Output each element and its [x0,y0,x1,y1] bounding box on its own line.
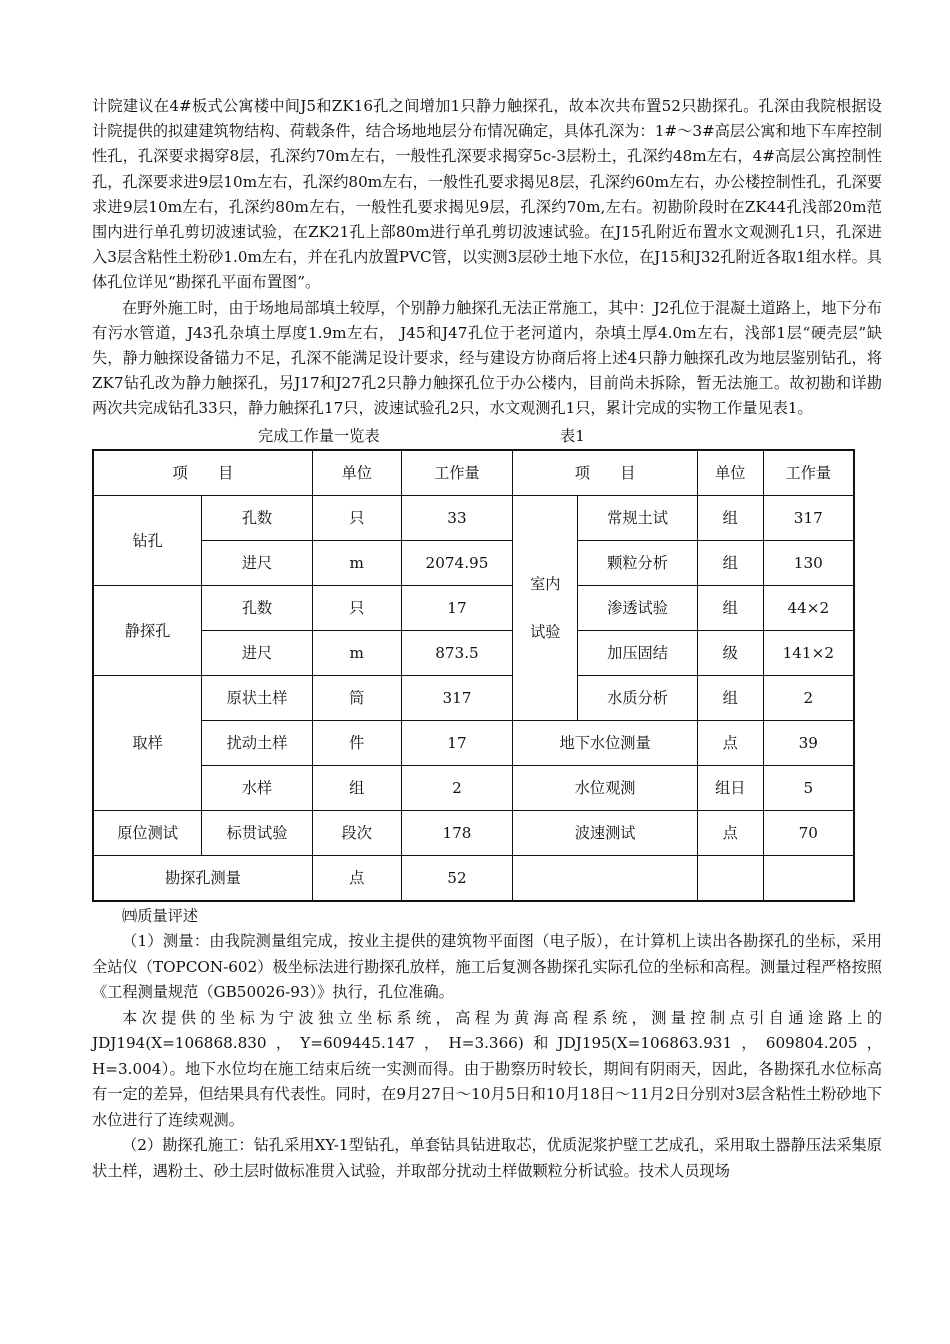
cell: 17 [401,585,513,630]
cell: 颗粒分析 [578,540,698,585]
cell: 标贯试验 [202,810,313,855]
header-unit-2: 单位 [697,450,763,496]
table-row [93,585,854,630]
group-in-situ: 原位测试 [93,810,202,855]
cell: 130 [763,540,854,585]
cell: 水样 [202,765,313,810]
cell: 141×2 [763,630,854,675]
document-page [92,94,882,1184]
cell: 70 [763,810,854,855]
group-cpt: 静探孔 [93,585,202,675]
table-row [93,765,854,810]
cell: 扰动土样 [202,720,313,765]
cell: m [312,630,401,675]
table-row [93,855,854,901]
table-row [93,630,854,675]
cell: 组 [697,585,763,630]
table-row [93,810,854,855]
cell: 点 [697,810,763,855]
cell: 5 [763,765,854,810]
cell: 178 [401,810,513,855]
cell: 地下水位测量 [513,720,697,765]
cell: 波速测试 [513,810,697,855]
cell: 44×2 [763,585,854,630]
cell: 组 [312,765,401,810]
cell: 进尺 [202,630,313,675]
cell: 进尺 [202,540,313,585]
cell: 段次 [312,810,401,855]
group-drilling: 钻孔 [93,495,202,585]
cell: 常规土试 [578,495,698,540]
cell [513,855,697,901]
cell: 只 [312,585,401,630]
table-row [93,495,854,540]
cell: 2 [401,765,513,810]
header-item-2: 项 目 [513,450,697,496]
cell: 17 [401,720,513,765]
intro-paragraph-1: 计院建议在4#板式公寓楼中间J5和ZK16孔之间增加1只静力触探孔，故本次共布置52只勘探孔。孔深由我院根据设计院提供的拟建建筑物结构、荷载条件，结合场地地层分布情况确定，具体孔深为：1#～3#高层公寓和地下车库控制性孔，孔深要求揭穿8层，孔深约70m左右，一般性孔深要求揭穿5c-3层粉土，孔深约48m左右，4#高层公寓控制性孔，孔深要求进9层10m左右，孔深约80m左右，一般性孔要求揭见8层，孔深约60m左右，办公楼控制性孔，孔深要求进9层10m左右，孔深约80m左右，一般性孔要求揭见9层，孔深约70m,左右。初勘阶段时在ZK44孔浅部20m范围内进行单孔剪切波速试验，在ZK21孔上部80m进行单孔剪切波速试验。在J15孔附近布置水文观测孔1只，孔深进入3层含粘性土粉砂1.0m左右，并在孔内放置PVC管，以实测3层砂土地下水位，在J15和J32孔附近各取1组水样。具体孔位详见“勘探孔平面布置图”。 [92,97,882,292]
cell: 点 [697,720,763,765]
cell: 2 [763,675,854,720]
cell: 317 [763,495,854,540]
cell: 级 [697,630,763,675]
cell: 组 [697,540,763,585]
group-lab-test [513,495,578,720]
cell: 孔数 [202,495,313,540]
group-sampling: 取样 [93,675,202,810]
cell: 873.5 [401,630,513,675]
cell: 筒 [312,675,401,720]
table-header-row [93,450,854,496]
cell: 水质分析 [578,675,698,720]
cell: 原状土样 [202,675,313,720]
cell: m [312,540,401,585]
cell: 52 [401,855,513,901]
table-row [93,720,854,765]
cell [697,855,763,901]
table-number: 表1 [560,426,585,445]
header-unit: 单位 [312,450,401,496]
cell: 317 [401,675,513,720]
group-survey: 勘探孔测量 [93,855,312,901]
table-caption: 完成工作量一览表 [258,426,380,445]
cell: 组 [697,675,763,720]
cell: 只 [312,495,401,540]
cell: 加压固结 [578,630,698,675]
table-row [93,540,854,585]
cell: 渗透试验 [578,585,698,630]
cell: 39 [763,720,854,765]
cell [763,855,854,901]
group-lab-test-line2: 试验 [530,622,561,641]
header-amount: 工作量 [401,450,513,496]
cell: 孔数 [202,585,313,630]
workload-table [92,449,855,902]
cell: 组 [697,495,763,540]
quality-section [92,904,882,1185]
header-item: 项 目 [93,450,312,496]
cell: 点 [312,855,401,901]
header-amount-2: 工作量 [763,450,854,496]
quality-paragraph-1: （1）测量：由我院测量组完成，按业主提供的建筑物平面图（电子版），在计算机上读出各勘探孔的坐标，采用全站仪（TOPCON-602）极坐标法进行勘探孔放样，施工后复测各勘探孔实际孔位的坐标和高程。测量过程严格按照《工程测量规范（GB50026-93）》执行，孔位准确。 [92,932,882,1002]
table-row [93,675,854,720]
cell: 组日 [697,765,763,810]
cell: 2074.95 [401,540,513,585]
quality-paragraph-2: 本次提供的坐标为宁波独立坐标系统，高程为黄海高程系统，测量控制点引自通途路上的JDJ194(X=106868.830，Y=609445.147，H=3.366)和JDJ195(X=106863.931，609804.205，H=3.004）。地下水位均在施工结束后统一实测而得。由于勘察历时较长，期间有阴雨天，因此，各勘探孔水位标高有一定的差异，但结果具有代表性。同时，在9月27日～10月5日和10月18日～11月2日分别对3层含粘性土粉砂地下水位进行了连续观测。 [92,1008,882,1129]
cell: 件 [312,720,401,765]
group-lab-test-line1: 室内 [530,574,561,593]
cell: 水位观测 [513,765,697,810]
intro-paragraph-2: 在野外施工时，由于场地局部填土较厚，个别静力触探孔无法正常施工，其中：J2孔位于混凝土道路上，地下分布有污水管道，J43孔杂填土厚度1.9m左右， J45和J47孔位于老河道内，杂填土厚4.0m左右，浅部1层“硬壳层”缺失，静力触探设备锚力不足，孔深不能满足设计要求，经与建设方协商后将上述4只静力触探孔改为地层鉴别钻孔，将ZK7钻孔改为静力触探孔，另J17和J27孔2只静力触探孔位于办公楼内，目前尚未拆除，暂无法施工。故初勘和详勘两次共完成钻孔33只，静力触探孔17只，波速试验孔2只，水文观测孔1只，累计完成的实物工作量见表1。 [92,298,882,418]
section-heading: ㈣质量评述 [122,906,198,925]
quality-paragraph-3: （2）勘探孔施工：钻孔采用XY-1型钻孔，单套钻具钻进取芯，优质泥浆护壁工艺成孔，采用取土器静压法采集原状土样，遇粉土、砂土层时做标准贯入试验，并取部分扰动土样做颗粒分析试验。技术人员现场 [92,1136,882,1180]
table-caption-row [92,423,882,449]
cell: 33 [401,495,513,540]
